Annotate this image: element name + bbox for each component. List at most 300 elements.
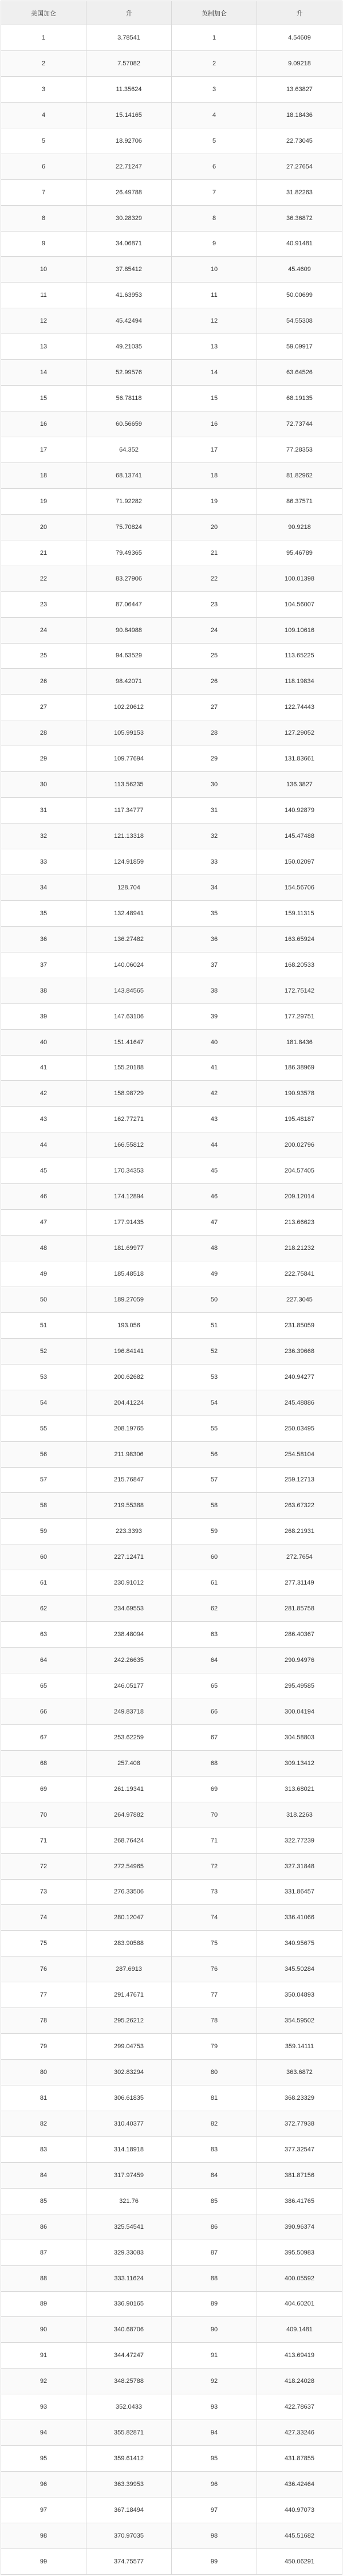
cell-liter-imperial: 59.09917: [257, 334, 342, 360]
cell-liter-imperial: 386.41765: [257, 2188, 342, 2214]
table-row: [1, 514, 342, 540]
table-row: [1, 2240, 342, 2265]
cell-liter-us: 299.04753: [86, 2034, 172, 2060]
table-row: [1, 1364, 342, 1390]
table-row: [1, 875, 342, 900]
cell-liter-imperial: 431.87855: [257, 2446, 342, 2472]
cell-liter-us: 333.11624: [86, 2265, 172, 2291]
cell-imperial-gallon: 56: [172, 1441, 257, 1467]
header-row: [1, 1, 342, 25]
cell-imperial-gallon: 2: [172, 50, 257, 76]
table-row: [1, 128, 342, 154]
cell-liter-us: 49.21035: [86, 334, 172, 360]
table-header: [1, 1, 342, 25]
cell-liter-imperial: 227.3045: [257, 1287, 342, 1312]
cell-us-gallon: 68: [1, 1750, 86, 1776]
cell-imperial-gallon: 88: [172, 2265, 257, 2291]
cell-imperial-gallon: 87: [172, 2240, 257, 2265]
cell-us-gallon: 65: [1, 1673, 86, 1699]
cell-liter-us: 302.83294: [86, 2060, 172, 2085]
cell-liter-us: 7.57082: [86, 50, 172, 76]
cell-liter-imperial: 422.78637: [257, 2394, 342, 2420]
cell-us-gallon: 23: [1, 591, 86, 617]
cell-liter-us: 306.61835: [86, 2085, 172, 2111]
cell-imperial-gallon: 71: [172, 1828, 257, 1853]
cell-liter-imperial: 4.54609: [257, 25, 342, 51]
cell-us-gallon: 18: [1, 462, 86, 488]
cell-liter-imperial: 113.65225: [257, 643, 342, 669]
table-row: [1, 746, 342, 772]
cell-liter-imperial: 377.32547: [257, 2136, 342, 2162]
cell-imperial-gallon: 54: [172, 1390, 257, 1416]
table-row: [1, 1029, 342, 1055]
cell-imperial-gallon: 23: [172, 591, 257, 617]
cell-liter-imperial: 295.49585: [257, 1673, 342, 1699]
cell-liter-imperial: 236.39668: [257, 1338, 342, 1364]
cell-liter-imperial: 95.46789: [257, 540, 342, 566]
table-row: [1, 1853, 342, 1879]
cell-liter-us: 79.49365: [86, 540, 172, 566]
cell-liter-us: 257.408: [86, 1750, 172, 1776]
table-row: [1, 2394, 342, 2420]
cell-imperial-gallon: 18: [172, 462, 257, 488]
table-row: [1, 2188, 342, 2214]
cell-liter-us: 264.97882: [86, 1802, 172, 1828]
cell-liter-imperial: 354.59502: [257, 2008, 342, 2034]
cell-imperial-gallon: 30: [172, 772, 257, 798]
cell-us-gallon: 48: [1, 1236, 86, 1261]
cell-liter-us: 18.92706: [86, 128, 172, 154]
header-liter-us: 升: [86, 1, 172, 25]
cell-liter-imperial: 213.66623: [257, 1210, 342, 1236]
cell-liter-imperial: 63.64526: [257, 360, 342, 386]
cell-liter-us: 75.70824: [86, 514, 172, 540]
cell-imperial-gallon: 73: [172, 1879, 257, 1905]
cell-liter-imperial: 409.1481: [257, 2317, 342, 2343]
cell-liter-imperial: 18.18436: [257, 102, 342, 128]
cell-liter-imperial: 36.36872: [257, 205, 342, 231]
cell-liter-us: 249.83718: [86, 1699, 172, 1724]
cell-us-gallon: 33: [1, 849, 86, 875]
table-row: [1, 102, 342, 128]
cell-us-gallon: 42: [1, 1081, 86, 1107]
cell-liter-imperial: 31.82263: [257, 179, 342, 205]
table-row: [1, 1261, 342, 1287]
cell-liter-imperial: 231.85059: [257, 1312, 342, 1338]
table-row: [1, 1699, 342, 1724]
cell-liter-imperial: 272.7654: [257, 1544, 342, 1570]
table-row: [1, 1776, 342, 1802]
cell-liter-imperial: 350.04893: [257, 1982, 342, 2008]
cell-us-gallon: 37: [1, 952, 86, 978]
cell-us-gallon: 14: [1, 360, 86, 386]
cell-imperial-gallon: 91: [172, 2343, 257, 2369]
cell-us-gallon: 85: [1, 2188, 86, 2214]
cell-liter-imperial: 368.23329: [257, 2085, 342, 2111]
cell-liter-us: 102.20612: [86, 695, 172, 720]
cell-imperial-gallon: 60: [172, 1544, 257, 1570]
cell-liter-imperial: 109.10616: [257, 617, 342, 643]
cell-imperial-gallon: 12: [172, 308, 257, 334]
cell-liter-imperial: 86.37571: [257, 488, 342, 514]
cell-liter-imperial: 372.77938: [257, 2111, 342, 2136]
table-row: [1, 334, 342, 360]
cell-imperial-gallon: 62: [172, 1596, 257, 1622]
cell-liter-us: 352.0433: [86, 2394, 172, 2420]
table-row: [1, 360, 342, 386]
cell-us-gallon: 26: [1, 669, 86, 695]
cell-us-gallon: 1: [1, 25, 86, 51]
table-row: [1, 1905, 342, 1931]
cell-us-gallon: 90: [1, 2317, 86, 2343]
cell-liter-us: 268.76424: [86, 1828, 172, 1853]
table-row: [1, 2008, 342, 2034]
cell-us-gallon: 98: [1, 2523, 86, 2548]
cell-liter-us: 215.76847: [86, 1467, 172, 1493]
cell-liter-us: 196.84141: [86, 1338, 172, 1364]
cell-liter-us: 64.352: [86, 437, 172, 463]
table-row: [1, 257, 342, 283]
cell-liter-us: 158.98729: [86, 1081, 172, 1107]
cell-us-gallon: 61: [1, 1570, 86, 1596]
table-row: [1, 1467, 342, 1493]
cell-us-gallon: 64: [1, 1648, 86, 1673]
cell-liter-us: 143.84565: [86, 978, 172, 1003]
cell-imperial-gallon: 31: [172, 798, 257, 824]
cell-liter-imperial: 68.19135: [257, 386, 342, 411]
cell-imperial-gallon: 14: [172, 360, 257, 386]
cell-us-gallon: 40: [1, 1029, 86, 1055]
cell-imperial-gallon: 3: [172, 76, 257, 102]
cell-liter-us: 336.90165: [86, 2291, 172, 2317]
cell-imperial-gallon: 93: [172, 2394, 257, 2420]
cell-imperial-gallon: 92: [172, 2369, 257, 2394]
cell-liter-us: 90.84988: [86, 617, 172, 643]
cell-us-gallon: 32: [1, 824, 86, 849]
cell-us-gallon: 44: [1, 1132, 86, 1158]
cell-us-gallon: 88: [1, 2265, 86, 2291]
cell-liter-imperial: 90.9218: [257, 514, 342, 540]
cell-liter-imperial: 150.02097: [257, 849, 342, 875]
cell-liter-imperial: 163.65924: [257, 926, 342, 952]
table-row: [1, 488, 342, 514]
cell-us-gallon: 63: [1, 1622, 86, 1648]
cell-liter-us: 26.49788: [86, 179, 172, 205]
cell-liter-us: 359.61412: [86, 2446, 172, 2472]
cell-liter-us: 155.20188: [86, 1055, 172, 1081]
cell-imperial-gallon: 70: [172, 1802, 257, 1828]
cell-liter-imperial: 218.21232: [257, 1236, 342, 1261]
cell-us-gallon: 34: [1, 875, 86, 900]
cell-liter-us: 174.12894: [86, 1184, 172, 1210]
cell-imperial-gallon: 76: [172, 1956, 257, 1982]
cell-liter-us: 242.26635: [86, 1648, 172, 1673]
cell-imperial-gallon: 7: [172, 179, 257, 205]
table-row: [1, 798, 342, 824]
cell-us-gallon: 8: [1, 205, 86, 231]
cell-us-gallon: 94: [1, 2420, 86, 2446]
cell-liter-imperial: 336.41066: [257, 1905, 342, 1931]
cell-us-gallon: 62: [1, 1596, 86, 1622]
table-row: [1, 437, 342, 463]
cell-liter-imperial: 154.56706: [257, 875, 342, 900]
table-row: [1, 2472, 342, 2497]
table-row: [1, 2343, 342, 2369]
cell-liter-us: 132.48941: [86, 900, 172, 926]
cell-liter-us: 276.33506: [86, 1879, 172, 1905]
table-row: [1, 772, 342, 798]
table-row: [1, 1287, 342, 1312]
cell-imperial-gallon: 15: [172, 386, 257, 411]
table-row: [1, 566, 342, 591]
cell-imperial-gallon: 68: [172, 1750, 257, 1776]
cell-us-gallon: 59: [1, 1519, 86, 1544]
table-row: [1, 695, 342, 720]
cell-us-gallon: 30: [1, 772, 86, 798]
cell-imperial-gallon: 49: [172, 1261, 257, 1287]
cell-liter-imperial: 177.29751: [257, 1003, 342, 1029]
cell-us-gallon: 17: [1, 437, 86, 463]
cell-liter-us: 177.91435: [86, 1210, 172, 1236]
cell-imperial-gallon: 77: [172, 1982, 257, 2008]
cell-liter-imperial: 268.21931: [257, 1519, 342, 1544]
cell-us-gallon: 54: [1, 1390, 86, 1416]
cell-us-gallon: 22: [1, 566, 86, 591]
cell-liter-us: 52.99576: [86, 360, 172, 386]
cell-imperial-gallon: 85: [172, 2188, 257, 2214]
table-row: [1, 2085, 342, 2111]
table-row: [1, 1622, 342, 1648]
cell-us-gallon: 95: [1, 2446, 86, 2472]
cell-liter-imperial: 209.12014: [257, 1184, 342, 1210]
cell-imperial-gallon: 97: [172, 2497, 257, 2523]
table-row: [1, 1802, 342, 1828]
cell-imperial-gallon: 1: [172, 25, 257, 51]
table-row: [1, 231, 342, 257]
cell-us-gallon: 38: [1, 978, 86, 1003]
cell-imperial-gallon: 24: [172, 617, 257, 643]
table-row: [1, 978, 342, 1003]
cell-imperial-gallon: 61: [172, 1570, 257, 1596]
cell-liter-us: 124.91859: [86, 849, 172, 875]
cell-us-gallon: 81: [1, 2085, 86, 2111]
cell-liter-us: 223.3393: [86, 1519, 172, 1544]
cell-liter-us: 193.056: [86, 1312, 172, 1338]
cell-imperial-gallon: 67: [172, 1724, 257, 1750]
cell-us-gallon: 76: [1, 1956, 86, 1982]
table-row: [1, 2497, 342, 2523]
cell-us-gallon: 2: [1, 50, 86, 76]
cell-imperial-gallon: 52: [172, 1338, 257, 1364]
table-row: [1, 76, 342, 102]
cell-liter-us: 56.78118: [86, 386, 172, 411]
cell-us-gallon: 43: [1, 1107, 86, 1132]
cell-liter-imperial: 254.58104: [257, 1441, 342, 1467]
cell-liter-us: 283.90588: [86, 1931, 172, 1956]
table-body: [1, 25, 342, 2575]
cell-us-gallon: 27: [1, 695, 86, 720]
cell-liter-us: 329.33083: [86, 2240, 172, 2265]
table-row: [1, 1828, 342, 1853]
cell-us-gallon: 99: [1, 2548, 86, 2574]
cell-liter-us: 363.39953: [86, 2472, 172, 2497]
table-row: [1, 669, 342, 695]
cell-liter-imperial: 327.31848: [257, 1853, 342, 1879]
cell-imperial-gallon: 34: [172, 875, 257, 900]
cell-liter-us: 340.68706: [86, 2317, 172, 2343]
header-imperial-gallon: 英制加仑: [172, 1, 257, 25]
cell-liter-imperial: 186.38969: [257, 1055, 342, 1081]
cell-imperial-gallon: 38: [172, 978, 257, 1003]
cell-liter-us: 280.12047: [86, 1905, 172, 1931]
cell-liter-imperial: 304.58803: [257, 1724, 342, 1750]
cell-liter-us: 121.13318: [86, 824, 172, 849]
cell-liter-imperial: 450.06291: [257, 2548, 342, 2574]
table-row: [1, 25, 342, 51]
table-row: [1, 2317, 342, 2343]
table-row: [1, 720, 342, 746]
header-us-gallon: 美国加仑: [1, 1, 86, 25]
cell-us-gallon: 58: [1, 1493, 86, 1519]
cell-imperial-gallon: 82: [172, 2111, 257, 2136]
cell-imperial-gallon: 75: [172, 1931, 257, 1956]
cell-us-gallon: 10: [1, 257, 86, 283]
cell-imperial-gallon: 48: [172, 1236, 257, 1261]
cell-liter-imperial: 313.68021: [257, 1776, 342, 1802]
cell-imperial-gallon: 72: [172, 1853, 257, 1879]
cell-liter-imperial: 195.48187: [257, 1107, 342, 1132]
cell-liter-imperial: 222.75841: [257, 1261, 342, 1287]
cell-liter-us: 367.18494: [86, 2497, 172, 2523]
cell-liter-us: 227.12471: [86, 1544, 172, 1570]
cell-us-gallon: 36: [1, 926, 86, 952]
cell-imperial-gallon: 98: [172, 2523, 257, 2548]
cell-liter-imperial: 200.02796: [257, 1132, 342, 1158]
cell-imperial-gallon: 41: [172, 1055, 257, 1081]
cell-imperial-gallon: 47: [172, 1210, 257, 1236]
table-row: [1, 411, 342, 437]
cell-us-gallon: 24: [1, 617, 86, 643]
cell-us-gallon: 11: [1, 283, 86, 308]
cell-liter-imperial: 363.6872: [257, 2060, 342, 2085]
cell-imperial-gallon: 84: [172, 2162, 257, 2188]
cell-liter-imperial: 204.57405: [257, 1158, 342, 1184]
table-row: [1, 1441, 342, 1467]
cell-us-gallon: 21: [1, 540, 86, 566]
cell-liter-us: 204.41224: [86, 1390, 172, 1416]
table-row: [1, 205, 342, 231]
cell-us-gallon: 67: [1, 1724, 86, 1750]
table-row: [1, 540, 342, 566]
cell-imperial-gallon: 65: [172, 1673, 257, 1699]
cell-liter-imperial: 118.19834: [257, 669, 342, 695]
cell-us-gallon: 77: [1, 1982, 86, 2008]
cell-liter-imperial: 263.67322: [257, 1493, 342, 1519]
conversion-table: [1, 1, 342, 2575]
cell-liter-us: 317.97459: [86, 2162, 172, 2188]
cell-imperial-gallon: 86: [172, 2214, 257, 2240]
cell-us-gallon: 80: [1, 2060, 86, 2085]
table-row: [1, 2548, 342, 2574]
cell-liter-us: 211.98306: [86, 1441, 172, 1467]
cell-imperial-gallon: 83: [172, 2136, 257, 2162]
cell-liter-imperial: 250.03495: [257, 1416, 342, 1441]
cell-liter-us: 87.06447: [86, 591, 172, 617]
cell-imperial-gallon: 22: [172, 566, 257, 591]
cell-liter-us: 37.85412: [86, 257, 172, 283]
cell-liter-us: 162.77271: [86, 1107, 172, 1132]
cell-liter-us: 181.69977: [86, 1236, 172, 1261]
cell-liter-us: 117.34777: [86, 798, 172, 824]
cell-liter-us: 41.63953: [86, 283, 172, 308]
table-row: [1, 1493, 342, 1519]
table-row: [1, 462, 342, 488]
table-row: [1, 2265, 342, 2291]
cell-liter-us: 140.06024: [86, 952, 172, 978]
cell-imperial-gallon: 19: [172, 488, 257, 514]
cell-imperial-gallon: 4: [172, 102, 257, 128]
cell-liter-us: 105.99153: [86, 720, 172, 746]
cell-us-gallon: 20: [1, 514, 86, 540]
cell-liter-imperial: 136.3827: [257, 772, 342, 798]
cell-liter-us: 234.69553: [86, 1596, 172, 1622]
cell-imperial-gallon: 69: [172, 1776, 257, 1802]
cell-imperial-gallon: 94: [172, 2420, 257, 2446]
cell-imperial-gallon: 79: [172, 2034, 257, 2060]
cell-imperial-gallon: 26: [172, 669, 257, 695]
cell-liter-us: 200.62682: [86, 1364, 172, 1390]
table-row: [1, 1081, 342, 1107]
cell-liter-us: 208.19765: [86, 1416, 172, 1441]
cell-liter-imperial: 309.13412: [257, 1750, 342, 1776]
cell-liter-imperial: 159.11315: [257, 900, 342, 926]
cell-us-gallon: 7: [1, 179, 86, 205]
cell-us-gallon: 56: [1, 1441, 86, 1467]
cell-liter-imperial: 281.85758: [257, 1596, 342, 1622]
table-row: [1, 154, 342, 179]
cell-liter-imperial: 81.82962: [257, 462, 342, 488]
table-row: [1, 1210, 342, 1236]
cell-imperial-gallon: 6: [172, 154, 257, 179]
cell-liter-imperial: 427.33246: [257, 2420, 342, 2446]
cell-liter-imperial: 277.31149: [257, 1570, 342, 1596]
table-row: [1, 1158, 342, 1184]
cell-liter-imperial: 40.91481: [257, 231, 342, 257]
cell-liter-us: 219.55388: [86, 1493, 172, 1519]
cell-imperial-gallon: 63: [172, 1622, 257, 1648]
cell-us-gallon: 45: [1, 1158, 86, 1184]
cell-us-gallon: 52: [1, 1338, 86, 1364]
cell-us-gallon: 41: [1, 1055, 86, 1081]
cell-us-gallon: 28: [1, 720, 86, 746]
cell-us-gallon: 92: [1, 2369, 86, 2394]
table-row: [1, 1107, 342, 1132]
cell-imperial-gallon: 40: [172, 1029, 257, 1055]
table-row: [1, 386, 342, 411]
cell-imperial-gallon: 42: [172, 1081, 257, 1107]
cell-imperial-gallon: 8: [172, 205, 257, 231]
cell-liter-us: 68.13741: [86, 462, 172, 488]
table-row: [1, 50, 342, 76]
cell-imperial-gallon: 78: [172, 2008, 257, 2034]
cell-liter-imperial: 400.05592: [257, 2265, 342, 2291]
cell-imperial-gallon: 80: [172, 2060, 257, 2085]
cell-liter-us: 310.40377: [86, 2111, 172, 2136]
cell-liter-imperial: 54.55308: [257, 308, 342, 334]
cell-liter-imperial: 381.87156: [257, 2162, 342, 2188]
cell-liter-us: 238.48094: [86, 1622, 172, 1648]
table-row: [1, 1570, 342, 1596]
